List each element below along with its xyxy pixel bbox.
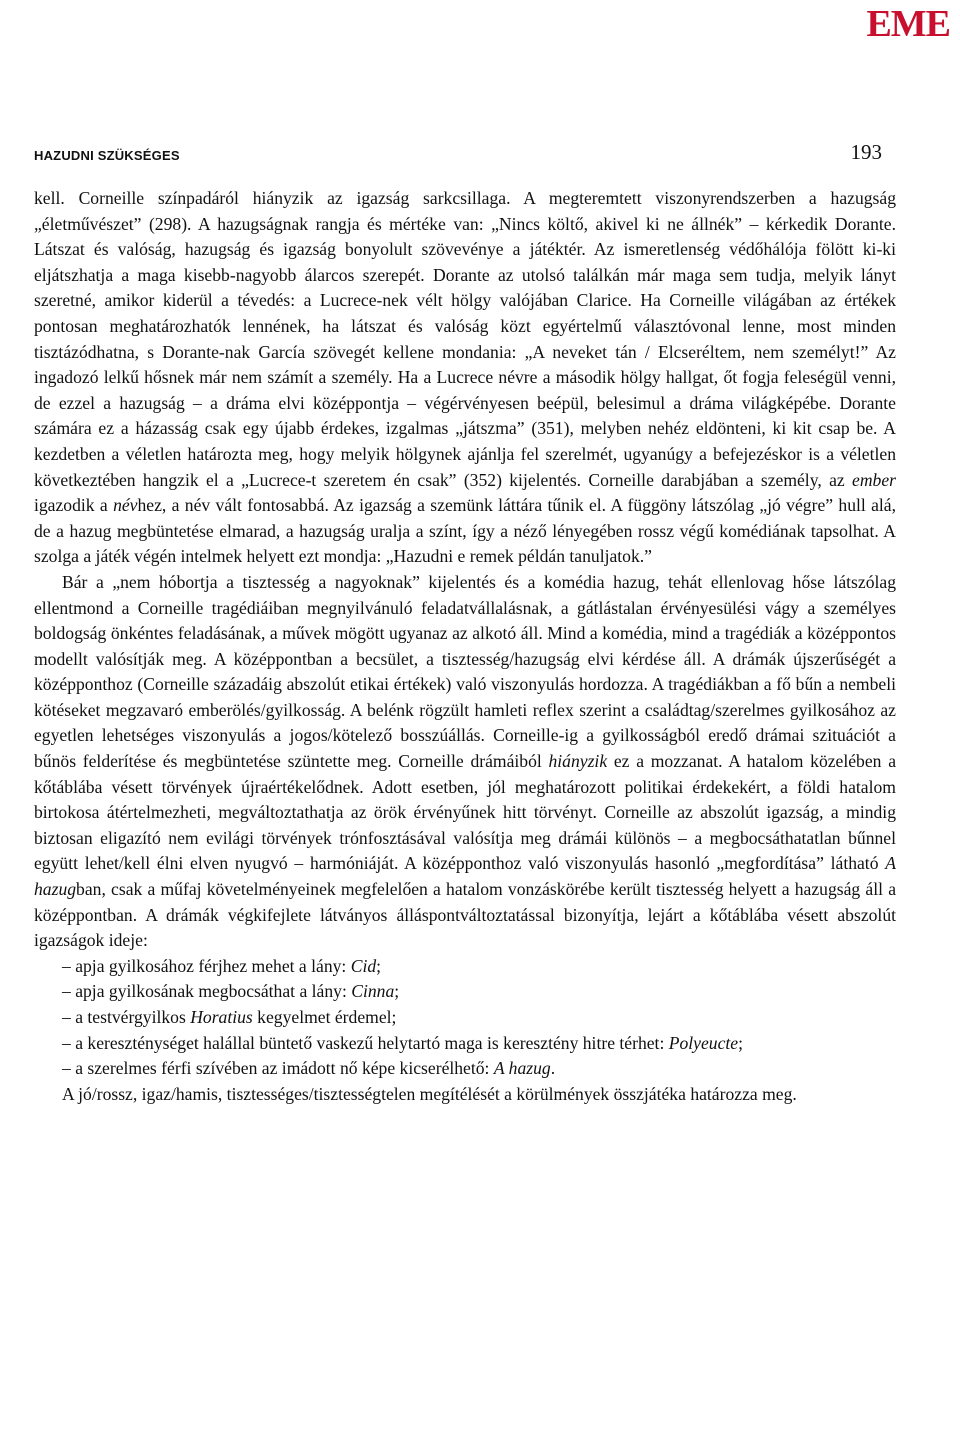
italic-text: A hazug <box>34 853 896 900</box>
italic-text: A hazug <box>493 1058 551 1079</box>
text-run: . <box>550 1058 556 1079</box>
italic-text: név <box>113 495 138 516</box>
text-run: kegyelmet érdemel; <box>252 1007 397 1027</box>
italic-text: Horatius <box>190 1007 253 1027</box>
italic-text: Cid <box>350 955 377 976</box>
paragraph <box>34 186 896 570</box>
list <box>34 954 896 1082</box>
text-run: kell. Corneille színpadáról hiányzik az igazság sarkcsillaga. A megteremtett viszonyrendszerben a hazugság „életművészet” (298). A hazugságnak rangja és mértéke van: „Nincs költő, akivel ki ne állnék” – kérkedik Dorante. Látszat és valóság, hazugság és igazság bonyolult szövevénye a játéktér. Az ismeretlenség védőhálója fölött ki-ki eljátszhatja a maga kisebb-nagyobb álarcos szerepét. Dorante az utolsó találkán már maga sem tudja, melyik lányt szeretné, amikor kiderül a tévedés: a Lucrece-nek vélt hölgy valójában Clarice. Ha Corneille világában az értékek pontosan meghatározhatók lennének, ha látszat és valóság közt egyértelmű választóvonal lenne, most minden tisztázódhatna, s Dorante-nak García szövegét kellene mondania: „A neveket tán / Elcseréltem, nem személyt!” Az ingadozó lelkű hősnek már nem számít a személy. Ha a Lucrece névre a második hölgy hallgat, őt fogja feleségül venni, de ezzel a hazugság – a dráma elvi középpontja – végérvényesen beépül, belesimul a dráma világképébe. Dorante számára ez a házasság csak egy újabb érdekes, izgalmas „játszma” (351), melyben nehéz eldönteni, ki kit csap be. A kezdetben a véletlen határozta meg, hogy melyik hölgynek ajánlja fel szerelmét, ugyanúgy a befejezéskor is a véletlen következtében hangzik el a „Lucrece-t szeretem én csak” (352) kijelentés. Corneille darabjában a személy, az <box>34 188 896 490</box>
text-run: ez a mozzanat. A hatalom közelében a kőtáblába vésett törvények újraértékelődnek. Adott esetben, jól meghatározott politikai érdekekért, a földi hatalom birtokosa átértelmezheti, megváltoztathatja az örök érvényűnek hitt törvényt. Corneille az abszolút igazság, a mindig biztosan eligazító nem evilági törvények trónfosztásával valósítja meg drámái különös – a megbocsáthatatlan bűnnel együtt lehet/kell élni elven nyugvó – harmóniáját. A középponthoz való viszonyulás hasonló „megfordítása” látható <box>34 751 896 874</box>
text-run: – apja gyilkosához férjhez mehet a lány: <box>62 955 351 976</box>
text-run: ; <box>376 955 382 976</box>
text-run: – a szerelmes férfi szívében az imádott nő képe kicserélhető: <box>62 1058 494 1079</box>
publisher-logo: EME <box>866 3 950 45</box>
list-item <box>34 1056 896 1082</box>
page-number: 193 <box>850 140 882 164</box>
text-run: ban, csak a műfaj követelményeinek megfelelően a hatalom vonzáskörébe került tisztesség helyett a hazugság áll a középpontban. A drámák végkifejlete látványos álláspontváltoztatással bizonyítja, lejárt a kőtáblába vésett abszolút igazságok ideje: <box>34 879 896 951</box>
text-run: – a kereszténységet halállal büntető vaskezű helytartó maga is keresztény hitre térhet: <box>62 1032 669 1053</box>
text-run: – a testvérgyilkos <box>62 1007 191 1027</box>
text-run: – apja gyilkosának megbocsáthat a lány: <box>62 981 352 1002</box>
italic-text: hiányzik <box>548 751 608 772</box>
body-text <box>34 186 896 1107</box>
text-run: hez, a név vált fontosabbá. Az igazság a szemünk láttára tűnik el. A függöny látszólag „jó végre” hull alá, de a hazug megbüntetése elmarad, a hazugság uralja a színt, így a néző lényegében rossz végű komédiának tapsolhat. A szolga a játék végén intelmek helyett ezt mondja: „Hazudni e remek példán tanuljatok.” <box>34 495 897 567</box>
list-item <box>34 954 896 980</box>
text-run: ; <box>394 981 400 1002</box>
italic-text: Polyeucte <box>668 1032 739 1053</box>
italic-text: Cinna <box>351 981 395 1002</box>
running-head: HAZUDNI SZÜKSÉGES <box>34 148 180 163</box>
list-item <box>34 1005 896 1031</box>
text-run: A jó/rossz, igaz/hamis, tisztességes/tisztességtelen megítélését a körülmények összjátéka határozza meg. <box>62 1083 797 1104</box>
list-item <box>34 979 896 1005</box>
italic-text: ember <box>852 469 896 490</box>
text-run: Bár a „nem hóbortja a tisztesség a nagyoknak” kijelentés és a komédia hazug, tehát ellenlovag hőse látszólag ellentmond a Corneille tragédiáiban megnyilvánuló feladatvállalásnak, a gátlástalan érvényesülési vágy a személyes boldogság önkéntes feladásának, a művek mögött ugyanaz az alkotó áll. Mind a komédia, mind a tragédiák a középpontos modellt valósítják meg. A középpontban a becsület, a tisztesség/hazugság elvi kérdése áll. A drámák újszerűségét a középponthoz (Corneille századáig abszolút etikai értékek) való viszonyulás hordozza. A tragédiákban a fő bűn a nembeli kötéseket megzavaró emberölés/gyilkosság. A belénk rögzült hamleti reflex szerint a családtag/szerelmes gyilkosához az egyetlen lehetséges viszonyulás a jogos/kötelező bosszúállás. Corneille-ig a gyilkosságból eredő drámai szituációt a bűnös felderítése és megbüntetése szüntette meg. Corneille drámáiból <box>34 571 896 772</box>
text-run: ; <box>738 1032 743 1053</box>
list-item <box>34 1031 896 1057</box>
paragraph <box>34 1082 896 1108</box>
paragraph <box>34 570 896 954</box>
text-run: igazodik a <box>34 495 114 516</box>
